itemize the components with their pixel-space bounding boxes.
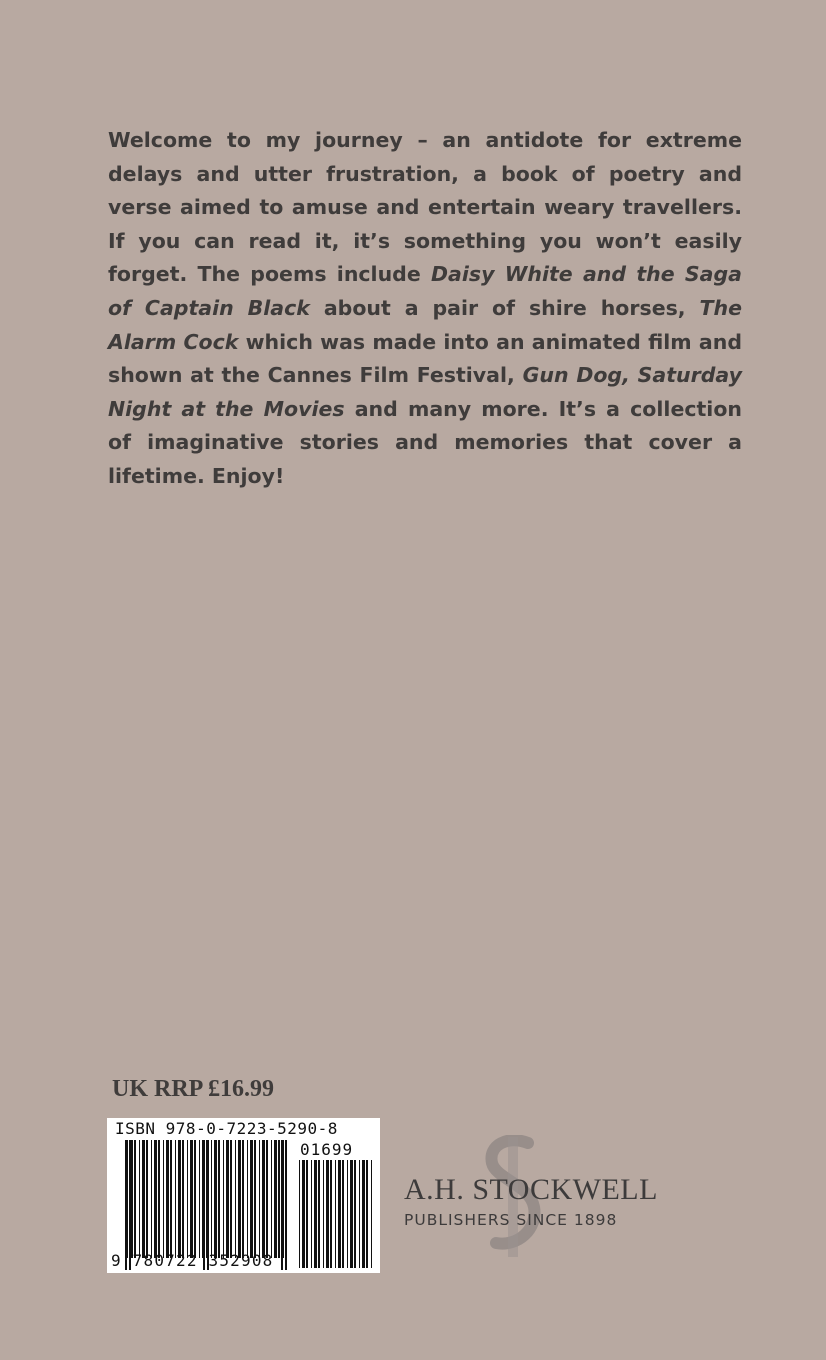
barcode-bar: [178, 1140, 181, 1258]
barcode-bar: [194, 1140, 196, 1258]
isbn-label: ISBN 978-0-7223-5290-8: [115, 1119, 338, 1138]
barcode-bar: [274, 1140, 277, 1258]
blurb-text-3: which was made into an animated film and shown at the Cannes Film Festival,: [108, 329, 742, 388]
barcode-guard-bar: [281, 1140, 283, 1270]
barcode-bar: [127, 1140, 128, 1258]
barcode-bar: [354, 1160, 356, 1268]
barcode-bar: [230, 1140, 232, 1258]
barcode-bar: [139, 1140, 140, 1258]
barcode-bar: [247, 1140, 248, 1258]
blurb-text-2: about a pair of shire horses,: [309, 295, 700, 320]
barcode-bar: [190, 1140, 193, 1258]
barcode-bar: [299, 1160, 300, 1268]
blurb-text-4: and many more. It’s a collection of imaginative stories and memories that cover a lifetime. Enjoy!: [108, 396, 742, 488]
barcode-bar: [323, 1160, 324, 1268]
barcode-bar: [142, 1140, 145, 1258]
barcode-bar: [318, 1160, 320, 1268]
barcode-bar: [226, 1140, 229, 1258]
ean-digits: 9 780722 352908: [111, 1251, 274, 1270]
barcode-bar: [283, 1140, 284, 1258]
price-code: 01699: [300, 1140, 354, 1159]
barcode-bar: [359, 1160, 360, 1268]
barcode-bar: [362, 1160, 365, 1268]
barcode-bar: [371, 1160, 372, 1268]
barcode-bar: [238, 1140, 241, 1258]
publisher-name: A.H. STOCKWELL: [404, 1173, 658, 1206]
barcode-bar: [134, 1140, 136, 1258]
barcode-bar: [175, 1140, 176, 1258]
poem-title-daisy-white: Daisy White and the Saga of Captain Black: [108, 262, 742, 320]
barcode-bar: [330, 1160, 332, 1268]
publisher-logo: [400, 1135, 658, 1260]
barcode-bar: [151, 1140, 152, 1258]
barcode-bar: [199, 1140, 200, 1258]
barcode-bar: [326, 1160, 329, 1268]
barcode-bar: [166, 1140, 169, 1258]
isbn-barcode: [107, 1118, 380, 1273]
barcode-bar: [314, 1160, 317, 1268]
publisher-tagline: PUBLISHERS SINCE 1898: [404, 1211, 618, 1229]
barcode-bar: [259, 1140, 260, 1258]
blurb-text-1: Welcome to my journey – an antidote for extreme delays and utter frustration, a book of poetry and verse aimed to amuse and entertain weary travellers. If you can read it, it’s something you won’t easily forget. The poems include: [108, 128, 742, 287]
barcode-bar: [242, 1140, 244, 1258]
barcode-bar: [250, 1140, 253, 1258]
retail-price: UK RRP £16.99: [112, 1076, 274, 1102]
barcode-bar: [187, 1140, 188, 1258]
poem-title-gun-dog: Gun Dog, Saturday Night at the Movies: [108, 363, 742, 421]
poem-title-alarm-cock: The Alarm Cock: [108, 295, 742, 354]
barcode-bar: [154, 1140, 157, 1258]
barcode-bar: [163, 1140, 164, 1258]
barcode-bar: [235, 1140, 236, 1258]
barcode-bar: [214, 1140, 217, 1258]
barcode-bar: [347, 1160, 348, 1268]
barcode-bar: [366, 1160, 368, 1268]
barcode-bar: [278, 1140, 280, 1258]
barcode-bar: [223, 1140, 224, 1258]
barcode-bar: [211, 1140, 212, 1258]
barcode-bar: [306, 1160, 308, 1268]
barcode-guard-bar: [285, 1140, 287, 1270]
back-cover-blurb: [108, 124, 742, 494]
barcode-bar: [146, 1140, 148, 1258]
barcode-bar: [302, 1160, 305, 1268]
barcode-bar: [170, 1140, 172, 1258]
barcode-bar: [342, 1160, 344, 1268]
barcode-bar: [338, 1160, 341, 1268]
barcode-bar: [311, 1160, 312, 1268]
barcode-bar: [350, 1160, 353, 1268]
barcode-bar: [158, 1140, 160, 1258]
barcode-bar: [254, 1140, 256, 1258]
barcode-bar: [262, 1140, 265, 1258]
barcode-bar: [182, 1140, 184, 1258]
barcode-bar: [271, 1140, 272, 1258]
barcode-bar: [335, 1160, 336, 1268]
barcode-bar: [266, 1140, 268, 1258]
barcode-bar: [218, 1140, 220, 1258]
